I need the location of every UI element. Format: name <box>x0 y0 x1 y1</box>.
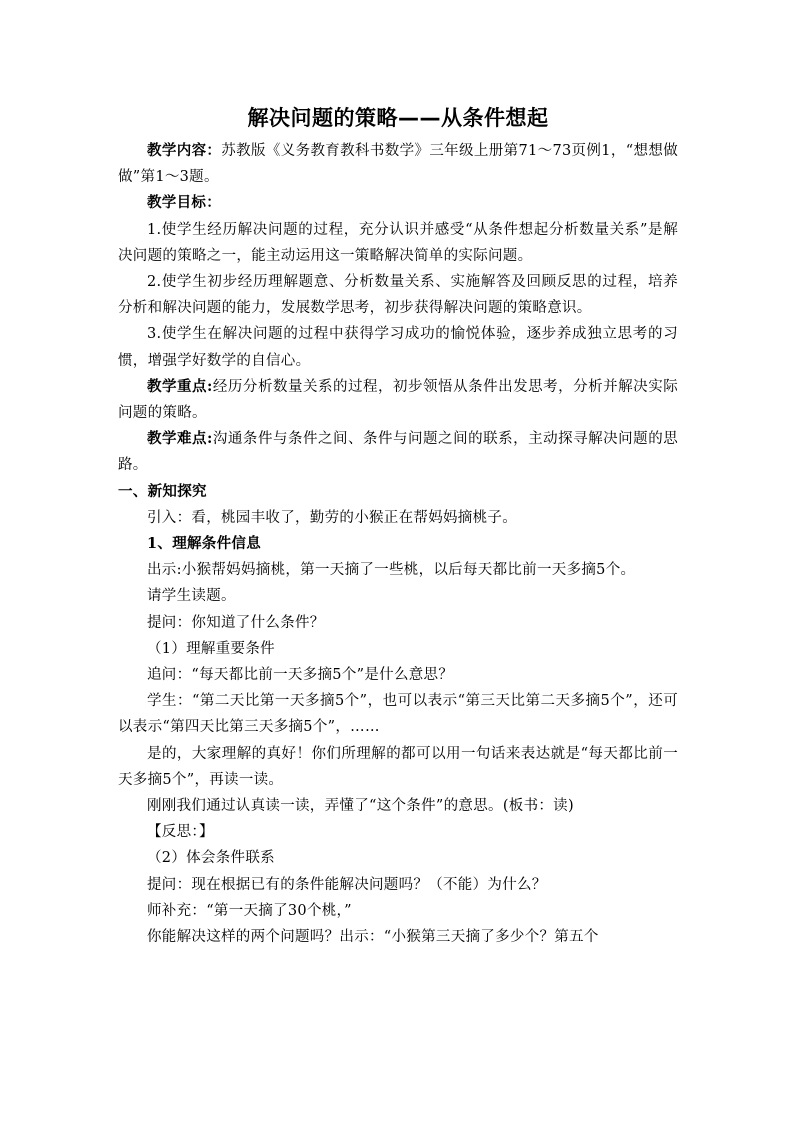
teaching-goals-label: 教学目标： <box>147 194 221 212</box>
key-point-text: 经历分析数量关系的过程，初步领悟从条件出发思考，分析并解决实际问题的策略。 <box>118 378 679 422</box>
section-heading-1: 一、新知探究 <box>118 482 207 500</box>
read-instruction: 请学生读题。 <box>147 588 236 605</box>
document-page <box>118 100 678 950</box>
goal-1: 1.使学生经历解决问题的过程，充分认识并感受“从条件想起分析数量关系”是解决问题的策略之一，能主动运用这一策略解决简单的实际问题。 <box>118 221 678 264</box>
intro-paragraph: 引入：看，桃园丰收了，勤劳的小猴正在帮妈妈摘桃子。 <box>147 509 517 526</box>
teaching-difficulty <box>118 426 678 478</box>
item-1-heading: （1）理解重要条件 <box>147 640 275 657</box>
teaching-content-text: 苏教版《义务教育教科书数学》三年级上册第71～73页例1，“想想做做”第1～3题。 <box>118 143 679 186</box>
teacher-supplement: 师补充：“第一天摘了30个桃，” <box>147 902 352 919</box>
teacher-response: 是的，大家理解的真好！你们所理解的都可以用一句话来表达就是“每天都比前一天多摘5个”，再读一读。 <box>118 745 678 788</box>
show-problem-2: 你能解决这样的两个问题吗？出示：“小猴第三天摘了多少个？第五个 <box>147 929 599 946</box>
goal-3: 3.使学生在解决问题的过程中获得学习成功的愉悦体验，逐步养成独立思考的习惯，增强学好数学的自信心。 <box>118 326 678 369</box>
goal-2: 2.使学生初步经历理解题意、分析数量关系、实施解答及回顾反思的过程，培养分析和解决问题的能力，发展数学思考，初步获得解决问题的策略意识。 <box>118 274 678 317</box>
item-2-heading: （2）体会条件联系 <box>147 850 275 867</box>
question-1: 提问：你知道了什么条件？ <box>147 614 325 631</box>
student-answer: 学生：“第二天比第一天多摘5个”，也可以表示“第三天比第二天多摘5个”，还可以表示“第四天比第三天多摘5个”，…… <box>118 693 678 736</box>
teaching-key-point <box>118 374 678 426</box>
difficulty-label: 教学难点: <box>147 430 213 448</box>
subsection-heading-1: 1、理解条件信息 <box>147 535 261 553</box>
teaching-content <box>118 138 678 190</box>
teaching-goals-heading <box>118 190 678 216</box>
follow-up-question: 追问：“每天都比前一天多摘5个”是什么意思？ <box>147 667 454 684</box>
teaching-content-label: 教学内容： <box>147 142 222 159</box>
question-2: 提问：现在根据已有的条件能解决问题吗？（不能）为什么？ <box>147 876 547 893</box>
document-title: 解决问题的策略——从条件想起 <box>247 106 549 130</box>
key-point-label: 教学重点: <box>147 377 213 395</box>
difficulty-text: 沟通条件与条件之间、条件与问题之间的联系，主动探寻解决问题的思路。 <box>118 431 679 474</box>
show-problem: 出示:小猴帮妈妈摘桃，第一天摘了一些桃，以后每天都比前一天多摘5个。 <box>147 562 636 579</box>
reflection-label: 【反思：】 <box>147 824 214 841</box>
recap-paragraph: 刚刚我们通过认真读一读，弄懂了“这个条件”的意思。(板书：读) <box>147 798 574 815</box>
